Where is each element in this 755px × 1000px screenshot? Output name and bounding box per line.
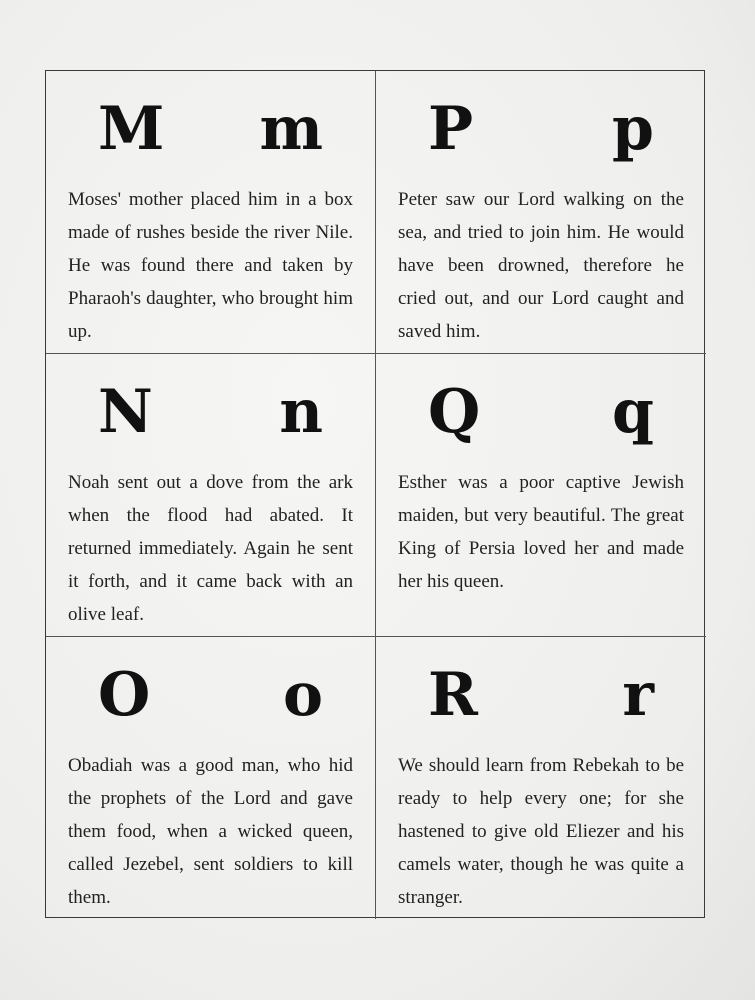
cell-m <box>46 71 376 354</box>
letter-pair <box>398 372 684 447</box>
cell-q <box>376 354 706 637</box>
uppercase-letter: M <box>98 94 165 164</box>
uppercase-letter: R <box>428 660 478 730</box>
uppercase-letter: N <box>98 377 153 447</box>
uppercase-letter: O <box>98 660 151 730</box>
lowercase-letter: q <box>612 377 654 447</box>
lowercase-letter: n <box>279 377 323 447</box>
lowercase-letter: r <box>622 660 654 730</box>
alphabet-grid <box>45 70 705 918</box>
cell-r <box>376 637 706 919</box>
cell-o <box>46 637 376 919</box>
verse-text: Obadiah was a good man, who hid the prophets of the Lord and gave them food, when a wicked queen, called Jezebel, sent soldiers to kill them. <box>68 755 353 908</box>
verse-text: Moses' mother placed him in a box made of rushes beside the river Nile. He was found there and taken by Pharaoh's daughter, who brought him up. <box>68 189 353 342</box>
verse-text: We should learn from Rebekah to be ready to help every one; for she hastened to give old Eliezer and his camels water, though he was quite a stranger. <box>398 755 684 908</box>
verse-text: Peter saw our Lord walking on the sea, and tried to join him. He would have been drowned, therefore he cried out, and our Lord caught and saved him. <box>398 189 684 342</box>
letter-pair <box>398 655 684 730</box>
verse-text: Esther was a poor captive Jewish maiden, but very beautiful. The great King of Persia loved her and made her his queen. <box>398 472 684 592</box>
lowercase-letter: p <box>612 94 654 164</box>
letter-pair <box>68 372 353 447</box>
letter-pair <box>68 655 353 730</box>
uppercase-letter: P <box>428 94 474 164</box>
lowercase-letter: m <box>259 94 323 164</box>
uppercase-letter: Q <box>428 377 481 447</box>
cell-n <box>46 354 376 637</box>
letter-pair <box>398 89 684 164</box>
lowercase-letter: o <box>282 660 323 730</box>
cell-p <box>376 71 706 354</box>
letter-pair <box>68 89 353 164</box>
verse-text: Noah sent out a dove from the ark when the flood had abated. It returned immediately. Again he sent it forth, and it came back with an olive leaf. <box>68 472 353 625</box>
